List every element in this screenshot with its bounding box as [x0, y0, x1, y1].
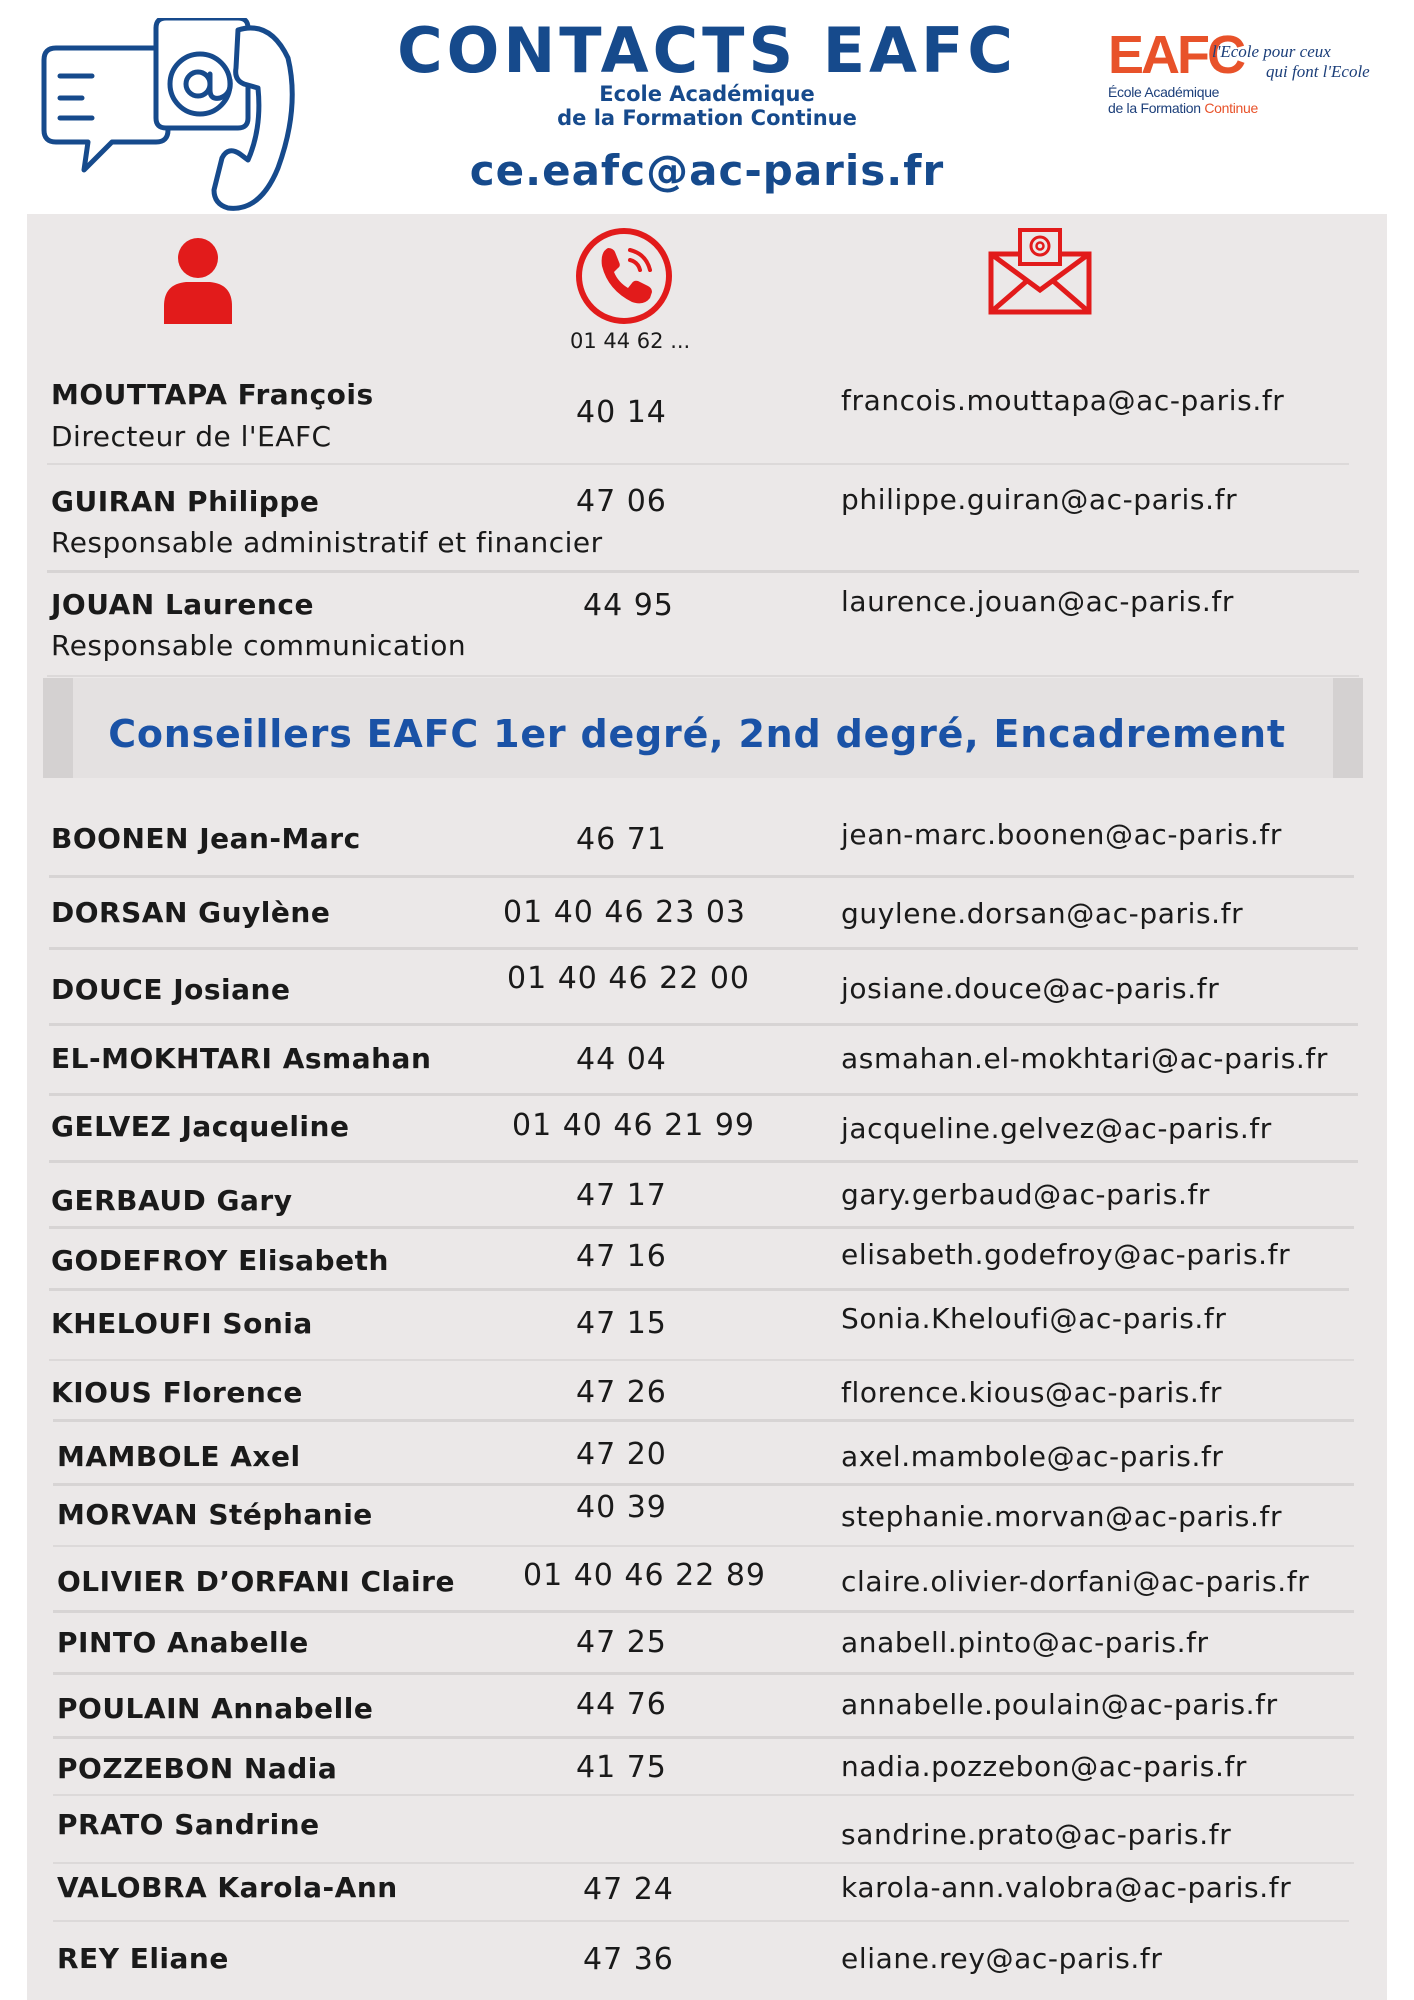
row-divider: [53, 1672, 1354, 1675]
contact-phone: 01 40 46 22 89: [523, 1558, 767, 1593]
contact-phone: 47 16: [576, 1239, 667, 1274]
contact-email[interactable]: stephanie.morvan@ac-paris.fr: [841, 1500, 1283, 1533]
row-divider: [47, 570, 1359, 573]
contact-name: POZZEBON Nadia: [57, 1752, 338, 1785]
contact-email[interactable]: josiane.douce@ac-paris.fr: [841, 972, 1220, 1005]
logo-tagline: [1212, 42, 1370, 82]
contact-name: REY Eliane: [57, 1942, 229, 1975]
contact-role: Responsable communication: [51, 629, 467, 662]
phone-icon: [574, 226, 674, 326]
page-subtitle-line2: de la Formation Continue: [557, 106, 857, 130]
contact-phone: 47 17: [576, 1178, 667, 1213]
contact-name: PRATO Sandrine: [57, 1808, 320, 1841]
phone-prefix: 01 44 62 ...: [570, 329, 691, 353]
contact-phone: 01 40 46 21 99: [512, 1108, 756, 1143]
logo-school-line1: École Académique: [1108, 84, 1220, 100]
contact-name: MOUTTAPA François: [51, 378, 374, 411]
contact-phone: 40 39: [576, 1490, 667, 1525]
row-divider: [49, 1023, 1358, 1026]
contact-role: Responsable administratif et financier: [51, 526, 603, 559]
row-divider: [53, 1736, 1354, 1739]
row-divider: [53, 1794, 1354, 1796]
logo-tagline-line1: l'Ecole pour ceux: [1212, 42, 1331, 61]
row-divider: [49, 1160, 1358, 1163]
row-divider: [53, 1920, 1349, 1922]
logo-school-name: [1108, 84, 1258, 116]
contact-email[interactable]: karola-ann.valobra@ac-paris.fr: [841, 1871, 1292, 1904]
row-divider: [53, 1483, 1354, 1486]
row-divider: [49, 947, 1358, 950]
contact-name: VALOBRA Karola-Ann: [57, 1871, 398, 1904]
contact-name: DOUCE Josiane: [51, 973, 291, 1006]
contact-name: GELVEZ Jacqueline: [51, 1110, 350, 1143]
contact-email[interactable]: guylene.dorsan@ac-paris.fr: [841, 897, 1244, 930]
contact-phone: 47 06: [576, 484, 667, 519]
contact-name: KIOUS Florence: [51, 1376, 303, 1409]
contact-name: DORSAN Guylène: [51, 896, 331, 929]
contact-name: PINTO Anabelle: [57, 1626, 309, 1659]
logo-school-line2a: de la Formation: [1108, 100, 1205, 116]
contact-email[interactable]: claire.olivier-dorfani@ac-paris.fr: [841, 1565, 1310, 1598]
contact-name: MORVAN Stéphanie: [57, 1498, 373, 1531]
contact-phone: 01 40 46 23 03: [503, 895, 747, 930]
contact-phone: 47 24: [583, 1872, 674, 1907]
contact-email[interactable]: axel.mambole@ac-paris.fr: [841, 1440, 1224, 1473]
contact-email[interactable]: elisabeth.godefroy@ac-paris.fr: [841, 1238, 1291, 1271]
contact-name: EL-MOKHTARI Asmahan: [51, 1042, 432, 1075]
eafc-logo: [1104, 26, 1394, 122]
contact-name: GUIRAN Philippe: [51, 485, 320, 518]
contact-email[interactable]: philippe.guiran@ac-paris.fr: [841, 483, 1238, 516]
contact-phone: 44 76: [576, 1687, 667, 1722]
contact-email[interactable]: sandrine.prato@ac-paris.fr: [841, 1818, 1232, 1851]
contact-name: OLIVIER D’ORFANI Claire: [57, 1565, 455, 1598]
contact-email[interactable]: asmahan.el-mokhtari@ac-paris.fr: [841, 1042, 1328, 1075]
contact-email[interactable]: eliane.rey@ac-paris.fr: [841, 1942, 1163, 1975]
row-divider: [49, 1226, 1354, 1229]
contact-name: BOONEN Jean-Marc: [51, 822, 361, 855]
contact-email[interactable]: florence.kious@ac-paris.fr: [841, 1376, 1222, 1409]
contact-email[interactable]: francois.mouttapa@ac-paris.fr: [841, 384, 1285, 417]
row-divider: [49, 1288, 1349, 1291]
contact-phone: 47 36: [583, 1942, 674, 1977]
contact-email[interactable]: Sonia.Kheloufi@ac-paris.fr: [841, 1302, 1227, 1335]
row-divider: [53, 1862, 1354, 1864]
person-icon: [160, 236, 236, 324]
contact-phone: 46 71: [576, 822, 667, 857]
logo-school-line2b: Continue: [1204, 100, 1259, 116]
contact-email[interactable]: jean-marc.boonen@ac-paris.fr: [841, 818, 1282, 851]
contact-name: GERBAUD Gary: [51, 1184, 293, 1217]
contact-email[interactable]: annabelle.poulain@ac-paris.fr: [841, 1688, 1278, 1721]
section-title: Conseillers EAFC 1er degré, 2nd degré, Encadrement: [108, 712, 1286, 756]
row-divider: [53, 1545, 1354, 1547]
logo-tagline-line2: qui font l'Ecole: [1266, 62, 1370, 81]
contact-name: JOUAN Laurence: [51, 588, 314, 621]
contact-name: KHELOUFI Sonia: [51, 1307, 313, 1340]
page-title: CONTACTS EAFC: [397, 14, 1017, 87]
contact-phone: 47 25: [576, 1625, 667, 1660]
row-divider: [47, 675, 1359, 677]
contact-phone: 01 40 46 22 00: [507, 961, 751, 996]
contact-phone: 47 26: [576, 1375, 667, 1410]
contact-phone: 40 14: [576, 395, 667, 430]
row-divider: [49, 1359, 1354, 1361]
main-email-link[interactable]: ce.eafc@ac-paris.fr: [469, 146, 945, 195]
row-divider: [47, 463, 1349, 465]
contact-email[interactable]: nadia.pozzebon@ac-paris.fr: [841, 1750, 1248, 1783]
contact-role: Directeur de l'EAFC: [51, 420, 332, 453]
contact-name: MAMBOLE Axel: [57, 1440, 301, 1473]
contact-phone: 44 95: [583, 588, 674, 623]
contact-phone: 47 15: [576, 1306, 667, 1341]
contact-phone: 44 04: [576, 1042, 667, 1077]
logo-mark: EAFC: [1108, 25, 1243, 85]
row-divider: [49, 1093, 1358, 1096]
envelope-at-icon: [988, 228, 1092, 316]
contact-email[interactable]: gary.gerbaud@ac-paris.fr: [841, 1178, 1211, 1211]
row-divider: [53, 1610, 1354, 1613]
row-divider: [53, 1419, 1354, 1422]
page-subtitle-line1: Ecole Académique: [599, 82, 815, 106]
contact-phone: 47 20: [576, 1437, 667, 1472]
contact-email[interactable]: laurence.jouan@ac-paris.fr: [841, 585, 1234, 618]
contact-phone: 41 75: [576, 1750, 667, 1785]
contact-email[interactable]: anabell.pinto@ac-paris.fr: [841, 1626, 1209, 1659]
contact-name: POULAIN Annabelle: [57, 1692, 374, 1725]
row-divider: [49, 875, 1354, 878]
contact-email[interactable]: jacqueline.gelvez@ac-paris.fr: [841, 1112, 1272, 1145]
contact-name: GODEFROY Elisabeth: [51, 1244, 389, 1277]
contacts-panel: [27, 214, 1387, 2000]
